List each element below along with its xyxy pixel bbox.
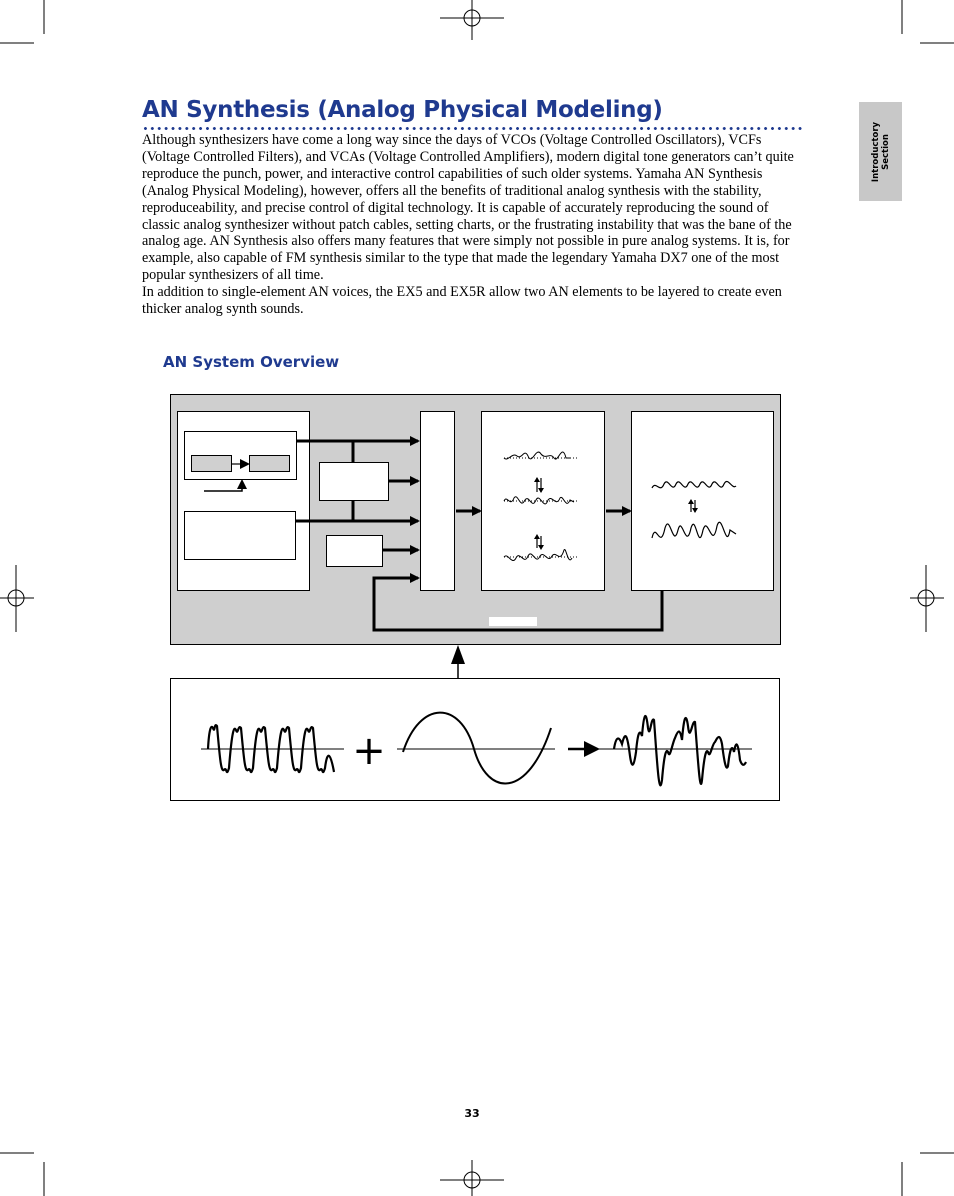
body-text (142, 132, 806, 318)
section-heading: AN System Overview (163, 353, 340, 371)
page-number: 33 (464, 1107, 480, 1120)
label-strip (489, 617, 537, 626)
an-system-diagram (168, 392, 784, 804)
small-box (327, 536, 383, 567)
paragraph: In addition to single-element AN voices, the EX5 and EX5R allow two AN elements to be layered to create even thicker analog synth sounds. (142, 284, 782, 318)
fm-example-box (171, 679, 780, 801)
mixer-box (320, 463, 389, 501)
paragraph: Although synthesizers have come a long way since the days of VCOs (Voltage Controlled Oscillators), VCFs (Voltage Controlled Filters), and VCAs (Voltage Controlled Amplifiers), modern digital tone generators can’t quite reproduce the punch, power, and interactive control capabilities of such older systems. Yamaha AN Synthesis (Analog Physical Modeling), however, offers all the benefits of traditional analog synthesis with the stability, reproduceability, and precise control of digital technology. It is capable of accurately reproducing the sound of classic analog synthesizer without patch cables, setting charts, or the frustrating instability that was the bane of the analog age. AN Synthesis also offers many features that were simply not possible in pure analog systems. It is, for example, also capable of FM synthesis similar to the type that made the legendary Yamaha DX7 one of the most popular synthesizers of all time. (142, 132, 794, 284)
plus-symbol: + (352, 728, 386, 774)
page-title: AN Synthesis (Analog Physical Modeling) (142, 97, 663, 123)
noise-box (185, 512, 296, 560)
section-tab (859, 102, 902, 201)
processor-bar (421, 412, 455, 591)
title-dotted-rule (142, 126, 802, 131)
osc-sub-box-1 (192, 456, 232, 472)
osc-sub-box-2 (250, 456, 290, 472)
waveform-panel-2 (632, 412, 774, 591)
section-tab-label: Introductory Section (870, 121, 891, 182)
